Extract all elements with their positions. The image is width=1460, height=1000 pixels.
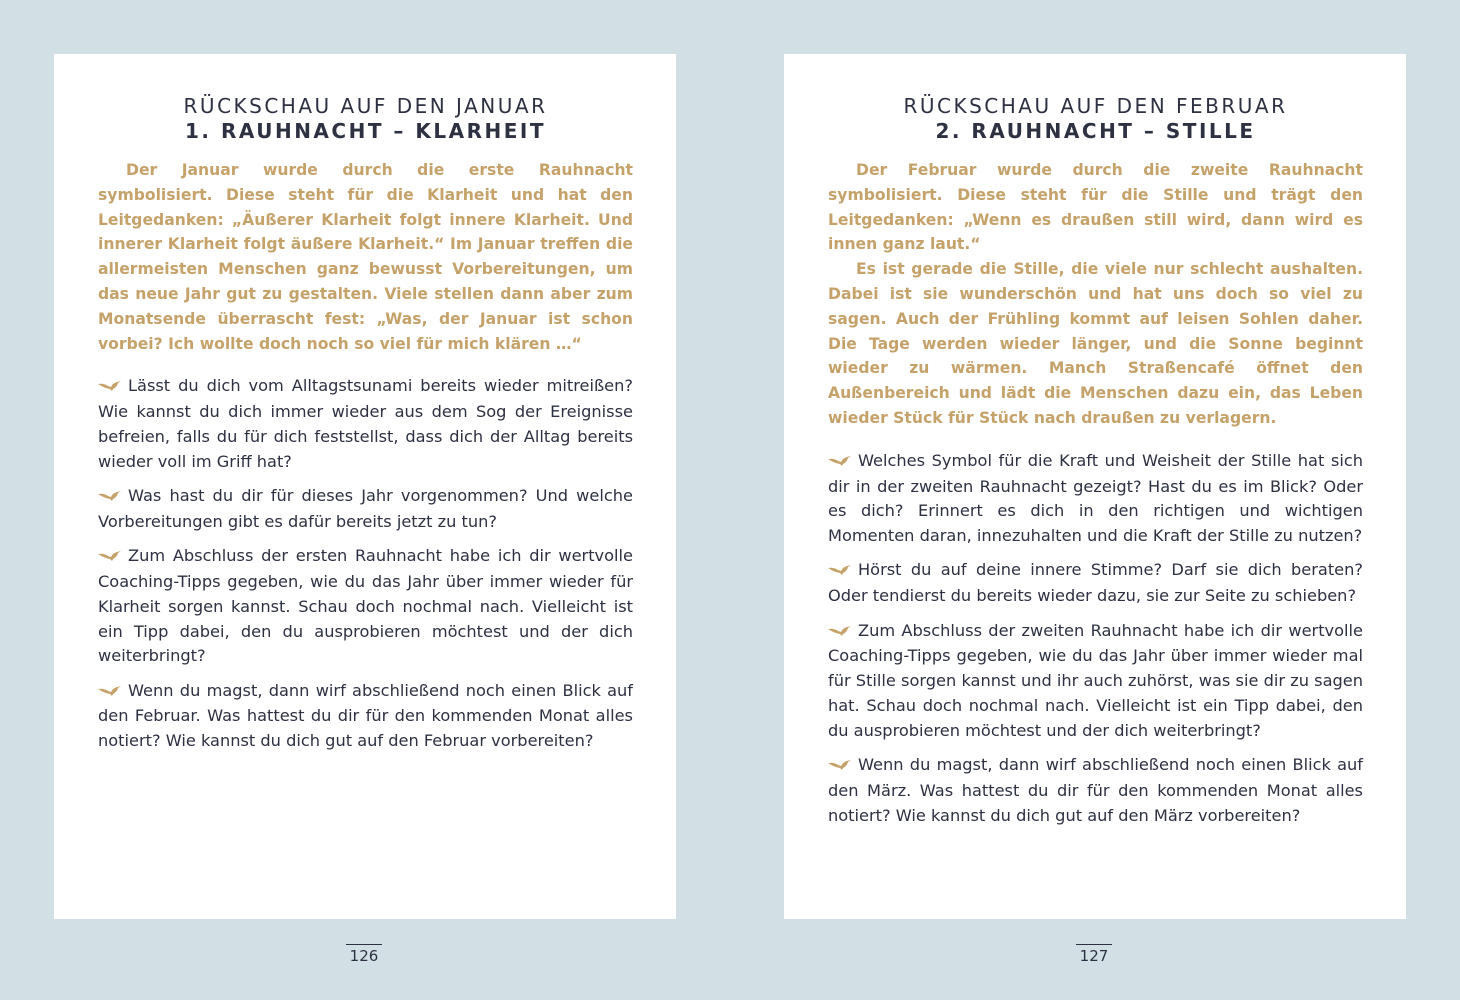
- question-item: [828, 753, 1363, 828]
- question-item: [98, 679, 633, 754]
- intro-text: [828, 158, 1363, 431]
- right-page: [784, 54, 1406, 919]
- question-text: Welches Symbol für die Kraft und Weisheit der Stille hat sich dir in der zweiten Rauhnacht gezeigt? Hast du es im Blick? Oder es dich? Erinnert es dich in den richtigen und wichtigen Momenten daran, innezuhalten und die Kraft der Stille zu nutzen?: [828, 450, 1363, 546]
- page-title: [98, 94, 633, 144]
- question-text: Was hast du dir für dieses Jahr vorgenommen? Und welche Vorbereitungen gibt es dafür bereits jetzt zu tun?: [98, 486, 633, 531]
- page-title: [828, 94, 1363, 144]
- question-text: Zum Abschluss der ersten Rauhnacht habe ich dir wertvolle Coaching-Tipps gegeben, wie du das Jahr über immer wieder für Klarheit sorgen kannst. Schau doch nochmal nach. Vielleicht ist ein Tipp dabei, den du ausprobieren möchtest und der dich weiterbringt?: [98, 546, 633, 666]
- title-separator: –: [1134, 119, 1166, 143]
- intro-paragraph: Es ist gerade die Stille, die viele nur schlecht aushalten. Dabei ist sie wunderschön und hat uns doch so viel zu sagen. Auch der Frühling kommt auf leisen Sohlen daher. Die Tage werden wieder länger, und die Sonne beginnt wieder zu wärmen. Manch Straßencafé öffnet den Außenbereich und lädt die Menschen dazu ein, das Leben wieder Stück für Stück nach draußen zu verlagern.: [828, 260, 1363, 427]
- bird-icon: [98, 545, 122, 570]
- title-line: RÜCKSCHAU AUF DEN FEBRUAR: [903, 94, 1288, 118]
- bird-icon: [98, 680, 122, 705]
- question-text: Lässt du dich vom Alltagstsunami bereits wieder mitreißen? Wie kannst du dich immer wieder aus dem Sog der Ereignisse befreien, falls du für dich feststellst, dass dich der Alltag bereits wieder voll im Griff hat?: [98, 376, 633, 471]
- question-item: [828, 449, 1363, 549]
- question-item: [98, 484, 633, 535]
- question-list: [98, 374, 633, 754]
- bird-icon: [98, 375, 122, 400]
- title-separator: –: [383, 119, 416, 143]
- rauhnacht-theme: STILLE: [1165, 119, 1256, 143]
- rauhnacht-theme: KLARHEIT: [415, 119, 547, 143]
- intro-paragraph: Der Februar wurde durch die zweite Rauhnacht symbolisiert. Diese steht für die Stille und trägt den Leitgedanken: „Wenn es draußen still wird, dann wird es innen ganz laut.“: [828, 161, 1363, 254]
- title-subline: [98, 119, 633, 144]
- question-item: [828, 558, 1363, 609]
- question-text: Wenn du magst, dann wirf abschließend noch einen Blick auf den Februar. Was hattest du dir für den kommenden Monat alles notiert? Wie kannst du dich gut auf den Februar vorbereiten?: [98, 680, 633, 751]
- rauhnacht-number: 2. RAUHNACHT: [935, 119, 1135, 143]
- question-list: [828, 449, 1363, 829]
- question-item: [828, 619, 1363, 744]
- question-text: Zum Abschluss der zweiten Rauhnacht habe ich dir wertvolle Coaching-Tipps gegeben, wie du das Jahr über immer wieder mal für Stille sorgen kannst und ihr auch zuhörst, was sie dir zu sagen hat. Schau doch nochmal nach. Vielleicht ist ein Tipp dabei, den du ausprobieren möchtest und der dich weiterbringt?: [828, 620, 1363, 740]
- question-item: [98, 544, 633, 669]
- page-number: 127: [1064, 946, 1124, 966]
- question-item: [98, 374, 633, 474]
- question-text: Wenn du magst, dann wirf abschließend noch einen Blick auf den März. Was hattest du dir für den kommenden Monat alles notiert? Wie kannst du dich gut auf den März vorbereiten?: [828, 755, 1363, 825]
- intro-paragraph: Der Januar wurde durch die erste Rauhnacht symbolisiert. Diese steht für die Klarheit und hat den Leitgedanken: „Äußerer Klarheit folgt innere Klarheit. Und innerer Klarheit folgt äußere Klarheit.“ Im Januar treffen die allermeisten Menschen ganz bewusst Vorbereitungen, um das neue Jahr gut zu gestalten. Viele stellen dann aber zum Monatsende überrascht fest: „Was, der Januar ist schon vorbei? Ich wollte doch noch so viel für mich klären …“: [98, 161, 633, 353]
- bird-icon: [828, 620, 852, 645]
- bird-icon: [828, 754, 852, 779]
- bird-icon: [98, 485, 122, 510]
- page-number: 126: [334, 946, 394, 966]
- title-subline: [828, 119, 1363, 144]
- intro-text: [98, 158, 633, 356]
- bird-icon: [828, 450, 852, 475]
- left-page: [54, 54, 676, 919]
- title-line: RÜCKSCHAU AUF DEN JANUAR: [183, 94, 548, 118]
- question-text: Hörst du auf deine innere Stimme? Darf sie dich beraten? Oder tendierst du bereits wieder dazu, sie zur Seite zu schieben?: [828, 560, 1363, 606]
- rauhnacht-number: 1. RAUHNACHT: [184, 119, 384, 143]
- bird-icon: [828, 559, 852, 584]
